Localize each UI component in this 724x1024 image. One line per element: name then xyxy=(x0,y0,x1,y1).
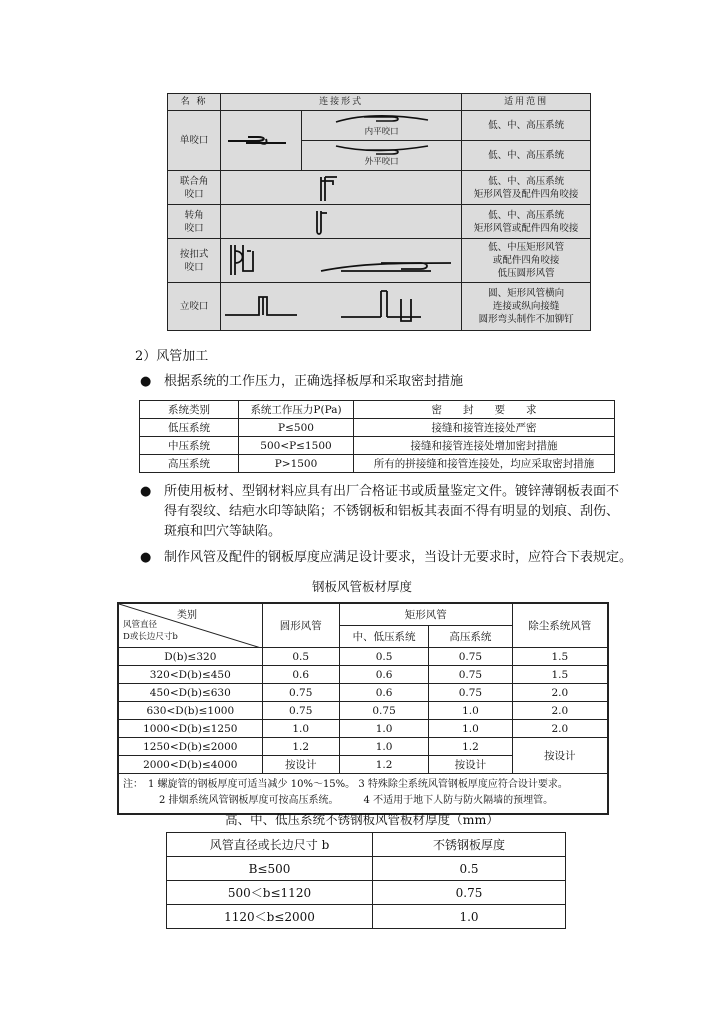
seam-header-range: 适用范围 xyxy=(462,94,591,111)
bullet-text-1: 根据系统的工作压力，正确选择板厚和采取密封措施 xyxy=(164,374,464,389)
bullet-dot: ● xyxy=(140,484,152,499)
table-cell: 0.6 xyxy=(262,666,339,684)
table-cell: 1.0 xyxy=(262,720,339,738)
table-cell: 0.75 xyxy=(429,648,512,666)
corner-bottom-label-2: D或长边尺寸b xyxy=(123,632,178,642)
table-header: 不锈钢板厚度 xyxy=(373,833,566,857)
table-row xyxy=(119,648,608,666)
col-header-dust: 除尘系统风管 xyxy=(512,604,607,648)
corner-top-label: 类别 xyxy=(177,610,197,621)
seam-row-name: 按扣式 咬口 xyxy=(168,239,221,283)
table-row xyxy=(140,455,615,473)
stainless-thickness-table xyxy=(166,832,566,929)
stainless-table-caption: 高、中、低压系统不锈钢板风管板材厚度（mm） xyxy=(225,812,499,827)
table-cell: 1250<D(b)≤2000 xyxy=(119,738,263,756)
table-cell: 0.75 xyxy=(373,881,566,905)
bullet-dot: ● xyxy=(140,374,152,389)
seam-type-table xyxy=(167,93,591,331)
table-cell-merged: 按设计 xyxy=(512,738,607,774)
seam-row-name: 立咬口 xyxy=(168,283,221,331)
table-cell: 450<D(b)≤630 xyxy=(119,684,263,702)
pressure-seal-table xyxy=(139,400,615,473)
section-heading: 2）风管加工 xyxy=(135,349,209,364)
table-header: 风管直径或长边尺寸 b xyxy=(167,833,373,857)
seam-range-outer: 低、中、高压系统 xyxy=(462,141,591,171)
seam-header-form: 连接形式 xyxy=(221,94,462,111)
col-header-rect-high: 高压系统 xyxy=(429,626,512,648)
table-row xyxy=(119,720,608,738)
table-cell: 2.0 xyxy=(512,720,607,738)
steel-thickness-table xyxy=(117,602,609,815)
seam-header-name: 名 称 xyxy=(168,94,221,111)
table-cell: 0.75 xyxy=(339,702,428,720)
table-cell: 0.5 xyxy=(373,857,566,881)
table-cell: 低压系统 xyxy=(140,419,239,437)
table-cell: B≤500 xyxy=(167,857,373,881)
table-cell: 高压系统 xyxy=(140,455,239,473)
col-header-round: 圆形风管 xyxy=(262,604,339,648)
table-header: 系统工作压力P(Pa) xyxy=(239,401,354,419)
table-cell: 1.0 xyxy=(339,738,428,756)
table-cell: 0.6 xyxy=(339,684,428,702)
table-cell: 接缝和接管连接处严密 xyxy=(354,419,615,437)
seam-sub-inner: 内平咬口 xyxy=(364,127,399,137)
table-cell: 1.5 xyxy=(512,666,607,684)
table-cell: 0.75 xyxy=(262,684,339,702)
seam-shape-standing xyxy=(221,283,462,331)
table-cell: 0.5 xyxy=(339,648,428,666)
table-cell: P≤500 xyxy=(239,419,354,437)
table-header: 系统类别 xyxy=(140,401,239,419)
table-cell: 1.5 xyxy=(512,648,607,666)
table-row xyxy=(167,857,566,881)
seam-row-name: 转角 咬口 xyxy=(168,205,221,239)
bullet-dot: ● xyxy=(140,550,152,565)
table-cell: 500＜b≤1120 xyxy=(167,881,373,905)
table-cell: 中压系统 xyxy=(140,437,239,455)
table-cell: 接缝和接管连接处增加密封措施 xyxy=(354,437,615,455)
col-header-rect-low: 中、低压系统 xyxy=(339,626,428,648)
table-cell: 500<P≤1500 xyxy=(239,437,354,455)
table-row xyxy=(140,419,615,437)
table-row xyxy=(119,666,608,684)
table-cell: 所有的拼接缝和接管连接处，均应采取密封措施 xyxy=(354,455,615,473)
table-cell: P>1500 xyxy=(239,455,354,473)
table-cell: 1000<D(b)≤1250 xyxy=(119,720,263,738)
note-line-1: 注： 1 螺旋管的钢板厚度可适当减少 10%～15%。 3 特殊除尘系统风管钢板厚度应符合设计要求。 xyxy=(123,779,568,790)
note-line-2: 2 排烟系统风管钢板厚度可按高压系统。 4 不适用于地下人防与防火隔墙的预埋管。 xyxy=(159,795,554,806)
seam-shape-combined-corner xyxy=(221,171,462,205)
seam-range: 低、中压矩形风管 或配件四角咬接 低压圆形风管 xyxy=(462,239,591,283)
seam-shape-inner xyxy=(302,111,462,141)
seam-sub-outer: 外平咬口 xyxy=(364,157,399,167)
seam-shape-outer xyxy=(302,141,462,171)
corner-cell xyxy=(119,604,263,648)
table-cell: 1.0 xyxy=(429,702,512,720)
table-cell: 按设计 xyxy=(262,756,339,774)
table-cell: 按设计 xyxy=(429,756,512,774)
table-cell: 1.2 xyxy=(262,738,339,756)
seam-range-inner: 低、中、高压系统 xyxy=(462,111,591,141)
corner-bottom-label-1: 风管直径 xyxy=(123,620,158,630)
table-cell: 1.2 xyxy=(339,756,428,774)
table-row xyxy=(119,684,608,702)
seam-range: 低、中、高压系统 矩形风管或配件四角咬接 xyxy=(462,205,591,239)
bullet-text-3: 制作风管及配件的钢板厚度应满足设计要求，当设计无要求时，应符合下表规定。 xyxy=(164,550,633,565)
table-cell: 2.0 xyxy=(512,702,607,720)
table-header: 密 封 要 求 xyxy=(354,401,615,419)
table-cell: D(b)≤320 xyxy=(119,648,263,666)
table-cell: 0.6 xyxy=(339,666,428,684)
table-cell: 1.0 xyxy=(429,720,512,738)
seam-shape-snap xyxy=(221,239,462,283)
steel-table-caption: 钢板风管板材厚度 xyxy=(311,579,412,594)
table-cell: 0.5 xyxy=(262,648,339,666)
col-header-rect: 矩形风管 xyxy=(339,604,512,626)
table-cell: 0.75 xyxy=(429,666,512,684)
table-cell: 1.2 xyxy=(429,738,512,756)
seam-row-name: 单咬口 xyxy=(168,111,221,171)
seam-shape-corner xyxy=(221,205,462,239)
table-cell: 1.0 xyxy=(339,720,428,738)
table-row xyxy=(119,738,608,756)
table-cell: 320<D(b)≤450 xyxy=(119,666,263,684)
table-cell: 1.0 xyxy=(373,905,566,929)
table-row xyxy=(119,702,608,720)
bullet-text-2: 所使用板材、型钢材料应具有出厂合格证书或质量鉴定文件。镀锌薄钢板表面不得有裂纹、结疤水印等缺陷；不锈钢板和铝板其表面不得有明显的划痕、刮伤、斑痕和凹穴等缺陷。 xyxy=(164,484,620,539)
seam-shape-single xyxy=(221,111,302,171)
table-cell: 0.75 xyxy=(429,684,512,702)
seam-range: 圆、矩形风管横向 连接或纵向接缝 圆形弯头制作不加铆钉 xyxy=(462,283,591,331)
table-cell: 2000<D(b)≤4000 xyxy=(119,756,263,774)
seam-range: 低、中、高压系统 矩形风管及配件四角咬接 xyxy=(462,171,591,205)
table-row xyxy=(167,905,566,929)
table-row xyxy=(167,881,566,905)
table-notes xyxy=(119,774,608,814)
table-cell: 630<D(b)≤1000 xyxy=(119,702,263,720)
table-cell: 0.75 xyxy=(262,702,339,720)
table-cell: 1120＜b≤2000 xyxy=(167,905,373,929)
seam-row-name: 联合角 咬口 xyxy=(168,171,221,205)
table-row xyxy=(140,437,615,455)
table-cell: 2.0 xyxy=(512,684,607,702)
